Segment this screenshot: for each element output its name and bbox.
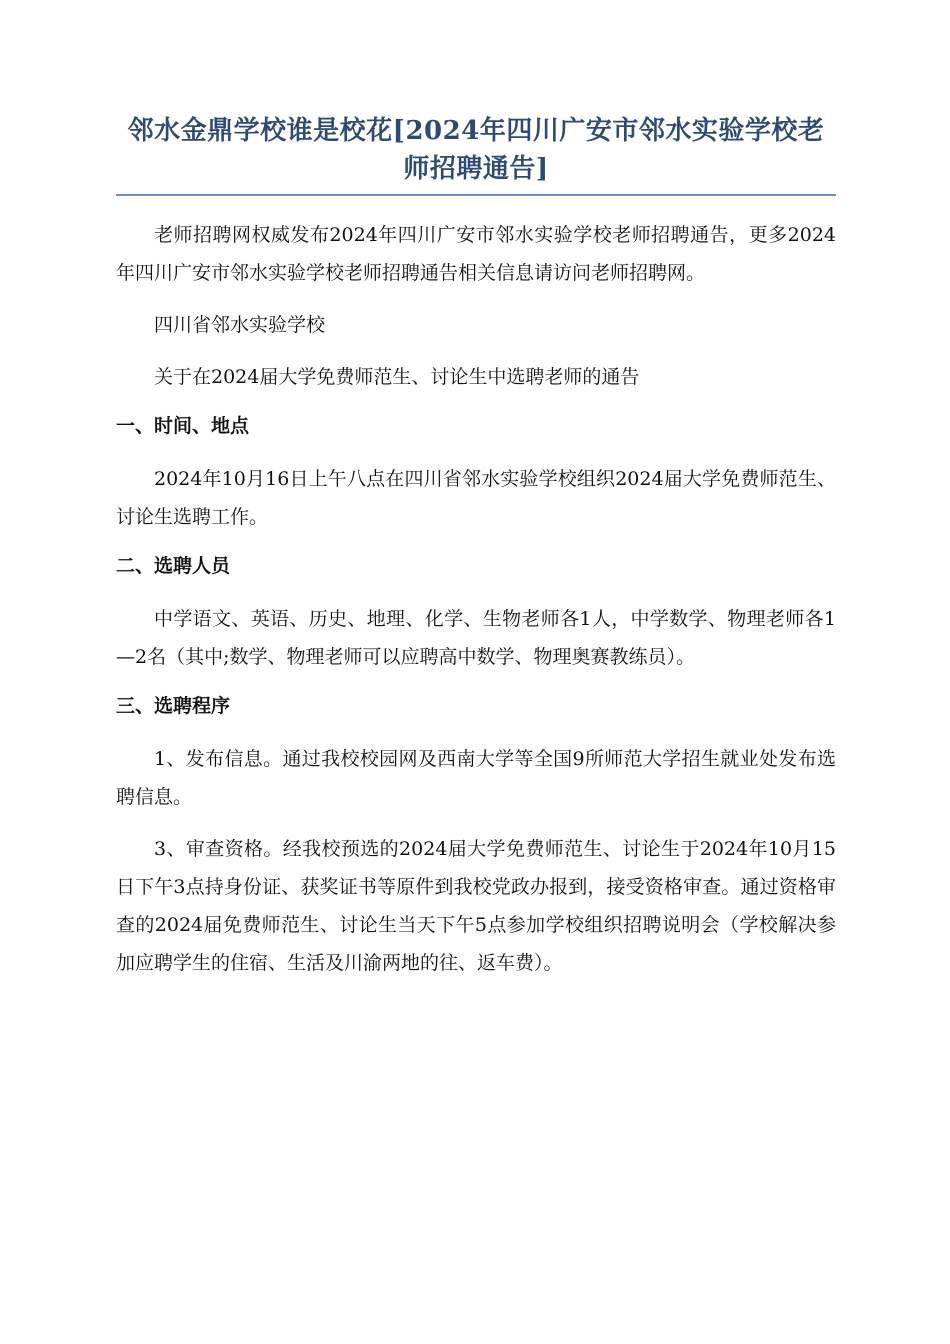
- section-heading-time-place: 一、时间、地点: [116, 415, 250, 437]
- document-title: 邻水金鼎学校谁是校花[2024年四川广安市邻水实验学校老师招聘通告]: [116, 112, 836, 196]
- section-heading-positions: 二、选聘人员: [116, 555, 231, 577]
- document-page: [116, 112, 836, 996]
- section-heading-procedure: 三、选聘程序: [116, 695, 231, 717]
- intro-paragraph: 老师招聘网权威发布2024年四川广安市邻水实验学校老师招聘通告，更多2024年四川广安市邻水实验学校老师招聘通告相关信息请访问老师招聘网。: [116, 224, 836, 284]
- notice-title: 关于在2024届大学免费师范生、讨论生中选聘老师的通告: [154, 366, 640, 388]
- section-paragraph-time-place: 2024年10月16日上午八点在四川省邻水实验学校组织2024届大学免费师范生、讨论生选聘工作。: [116, 468, 836, 528]
- procedure-step-3: 3、审查资格。经我校预选的2024届大学免费师范生、讨论生于2024年10月15日下午3点持身份证、获奖证书等原件到我校党政办报到，接受资格审查。通过资格审查的2024届免费师范生、讨论生当天下午5点参加学校组织招聘说明会（学校解决参加应聘学生的住宿、生活及川渝两地的往、返车费）。: [116, 838, 836, 974]
- procedure-step-1: 1、发布信息。通过我校校园网及西南大学等全国9所师范大学招生就业处发布选聘信息。: [116, 748, 836, 808]
- school-name: 四川省邻水实验学校: [154, 314, 326, 336]
- section-paragraph-positions: 中学语文、英语、历史、地理、化学、生物老师各1人，中学数学、物理老师各1—2名（其中;数学、物理老师可以应聘高中数学、物理奥赛教练员）。: [116, 608, 836, 668]
- document-body: [116, 216, 836, 982]
